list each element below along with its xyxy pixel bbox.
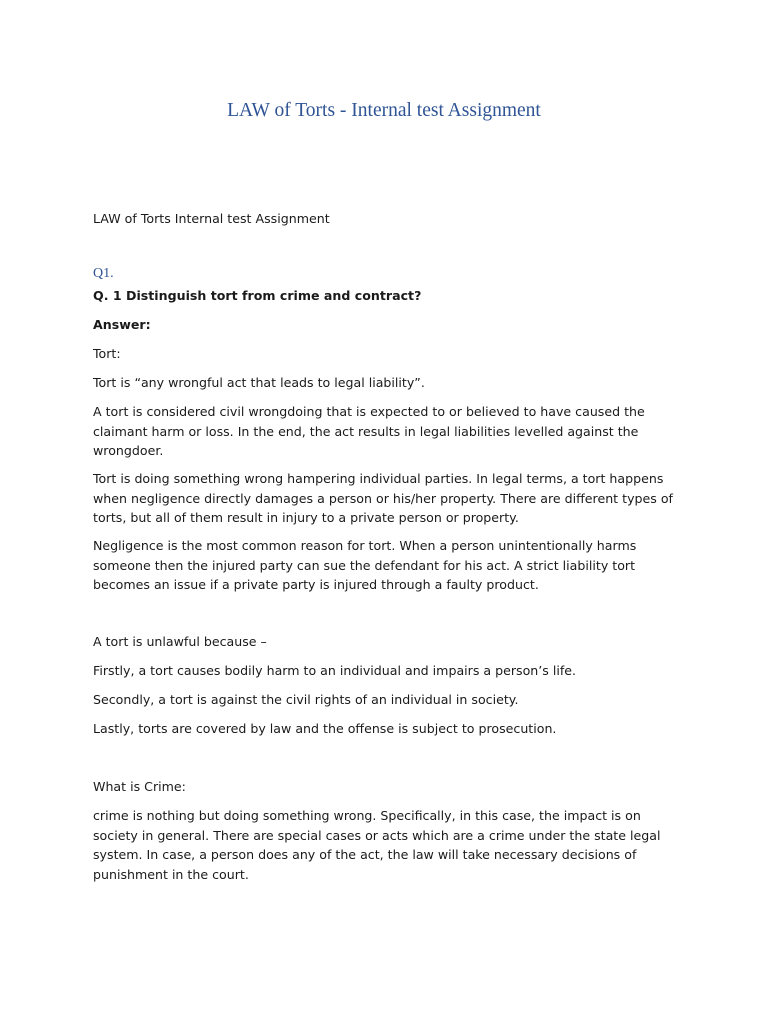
document-title: LAW of Torts - Internal test Assignment bbox=[227, 100, 541, 121]
paragraph-firstly: Firstly, a tort causes bodily harm to an individual and impairs a person’s life. bbox=[93, 663, 577, 678]
paragraph-civil-wrongdoing: A tort is considered civil wrongdoing that is expected to or believed to have caused the claimant harm or loss. In the end, the act results in legal liabilities levelled against the wrongdoer. bbox=[93, 404, 645, 458]
paragraph-crime-definition: crime is nothing but doing something wrong. Specifically, in this case, the impact is on society in general. There are special cases or acts which are a crime under the state legal system. In case, a person does any of the act, the law will take necessary decisions of punishment in the court. bbox=[93, 808, 661, 882]
paragraph-secondly: Secondly, a tort is against the civil rights of an individual in society. bbox=[93, 692, 519, 707]
question-heading: Q1. bbox=[93, 266, 114, 281]
paragraph-tort-definition: Tort is “any wrongful act that leads to legal liability”. bbox=[93, 375, 425, 390]
document-subtitle: LAW of Torts Internal test Assignment bbox=[93, 211, 330, 226]
paragraph-negligence: Negligence is the most common reason for tort. When a person unintentionally harms someone then the injured party can sue the defendant for his act. A strict liability tort becomes an issue if a private party is injured through a faulty product. bbox=[93, 538, 637, 592]
paragraph-unlawful-heading: A tort is unlawful because – bbox=[93, 634, 267, 649]
paragraph-lastly: Lastly, torts are covered by law and the offense is subject to prosecution. bbox=[93, 721, 557, 736]
answer-label: Answer: bbox=[93, 317, 151, 332]
paragraph-tort-wrong: Tort is doing something wrong hampering individual parties. In legal terms, a tort happens when negligence directly damages a person or his/her property. There are different types of torts, but all of them result in injury to a private person or property. bbox=[93, 471, 673, 525]
paragraph-tort-heading: Tort: bbox=[93, 346, 121, 361]
question-text: Q. 1 Distinguish tort from crime and contract? bbox=[93, 288, 422, 303]
paragraph-crime-heading: What is Crime: bbox=[93, 779, 186, 794]
